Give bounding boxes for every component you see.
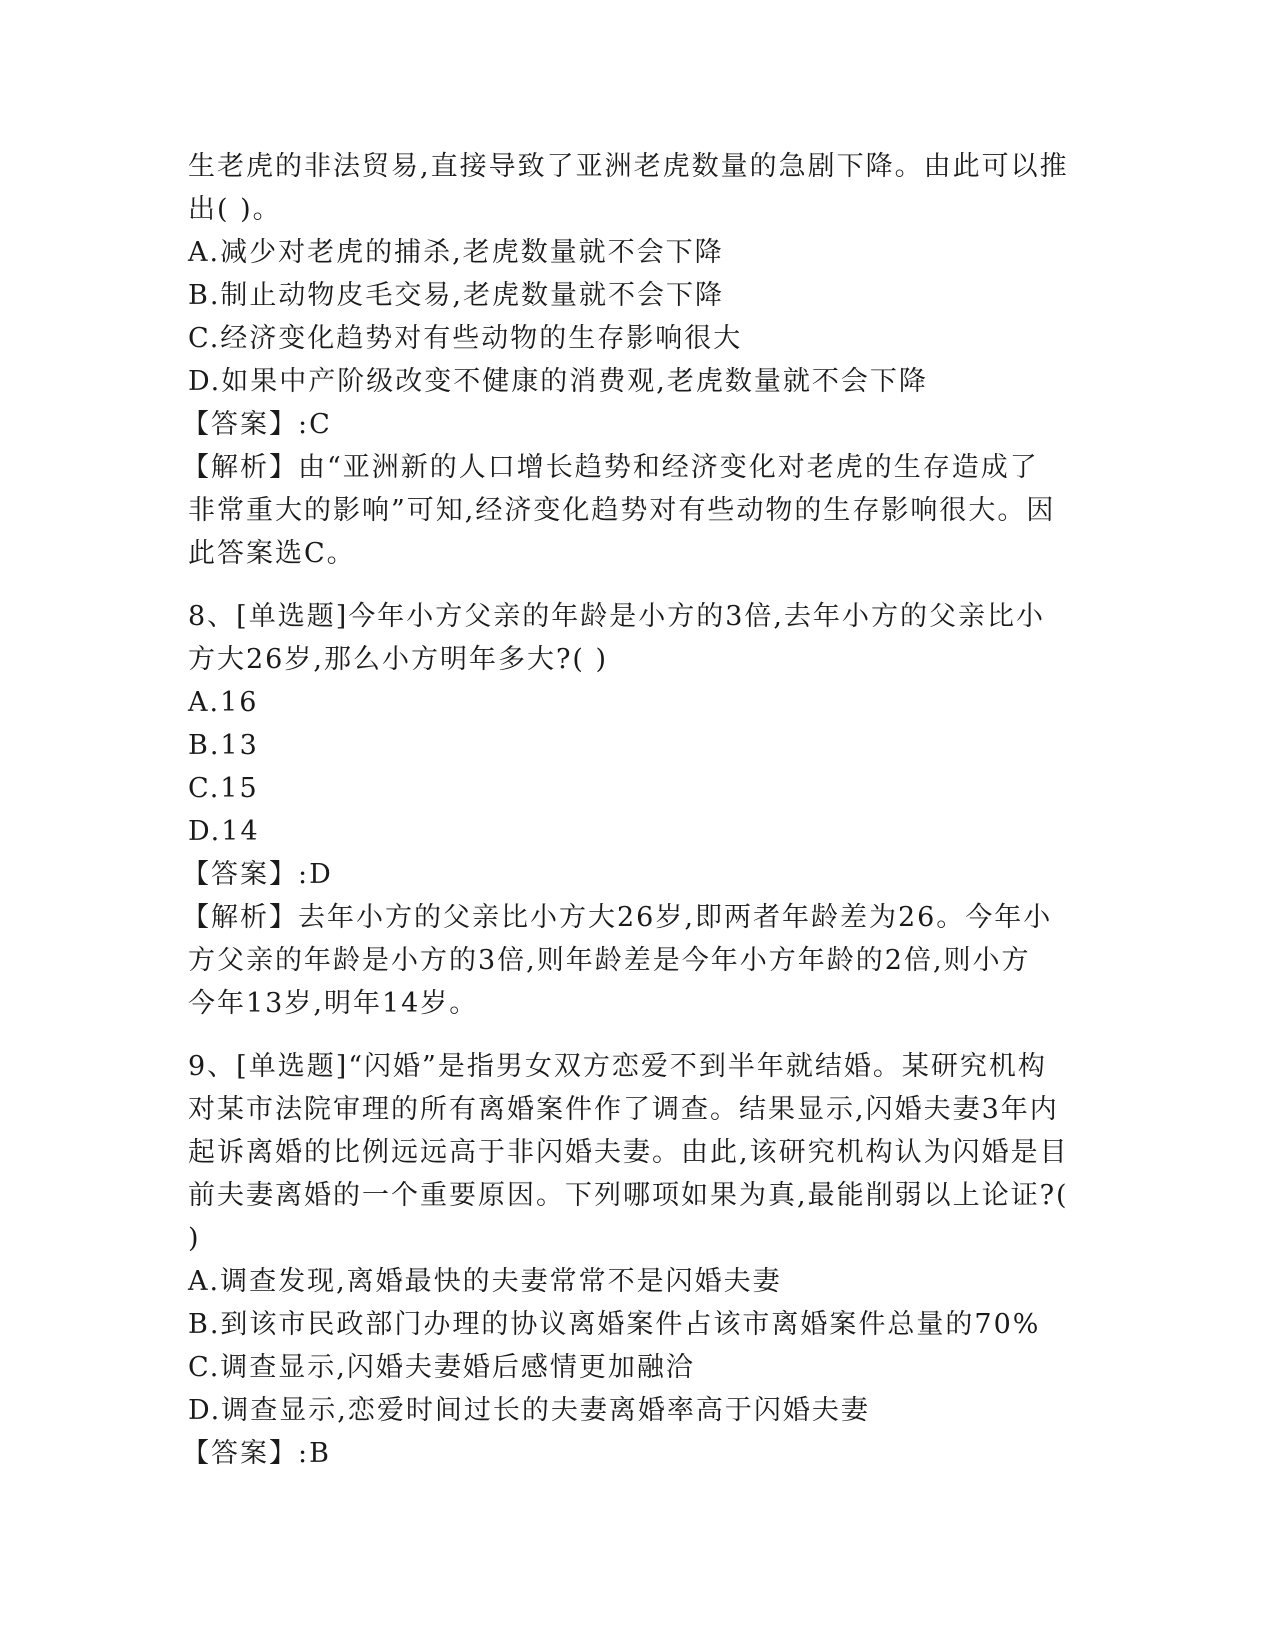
question-spacer (188, 575, 1088, 595)
option-a: A.16 (188, 687, 259, 718)
page-content (182, 145, 1088, 1475)
analysis-line: 【解析】去年小方的父亲比小方大26岁,即两者年龄差为26。今年小 (182, 902, 1053, 933)
question-9 (182, 1045, 1088, 1475)
option-c: C.调查显示,闪婚夫妻婚后感情更加融洽 (188, 1352, 695, 1383)
option-b: B.到该市民政部门办理的协议离婚案件占该市离婚案件总量的70% (188, 1309, 1041, 1340)
analysis-line: 此答案选C。 (188, 538, 356, 569)
question-stem-line: 出( )。 (188, 194, 282, 225)
question-stem-line: 8、[单选题]今年小方父亲的年龄是小方的3倍,去年小方的父亲比小 (188, 601, 1046, 632)
question-stem-line: 对某市法院审理的所有离婚案件作了调查。结果显示,闪婚夫妻3年内 (188, 1094, 1059, 1125)
option-b: B.制止动物皮毛交易,老虎数量就不会下降 (188, 280, 725, 311)
question-stem-line: 前夫妻离婚的一个重要原因。下列哪项如果为真,最能削弱以上论证?( (188, 1180, 1069, 1211)
answer-line: 【答案】:B (182, 1438, 331, 1469)
option-a: A.调查发现,离婚最快的夫妻常常不是闪婚夫妻 (188, 1266, 782, 1297)
question-stem-line: ) (188, 1223, 201, 1254)
option-c: C.经济变化趋势对有些动物的生存影响很大 (188, 323, 743, 354)
analysis-line: 今年13岁,明年14岁。 (188, 988, 479, 1019)
question-stem-line: 生老虎的非法贸易,直接导致了亚洲老虎数量的急剧下降。由此可以推 (188, 151, 1069, 182)
question-spacer (188, 1025, 1088, 1045)
option-b: B.13 (188, 730, 259, 761)
question-stem-line: 9、[单选题]“闪婚”是指男女双方恋爱不到半年就结婚。某研究机构 (188, 1051, 1047, 1082)
option-d: D.调查显示,恋爱时间过长的夫妻离婚率高于闪婚夫妻 (188, 1395, 870, 1426)
option-d: D.如果中产阶级改变不健康的消费观,老虎数量就不会下降 (188, 366, 928, 397)
option-d: D.14 (188, 816, 260, 847)
option-c: C.15 (188, 773, 259, 804)
analysis-line: 【解析】由“亚洲新的人口增长趋势和经济变化对老虎的生存造成了 (182, 452, 1039, 483)
question-8 (182, 595, 1088, 1025)
question-stem-line: 起诉离婚的比例远远高于非闪婚夫妻。由此,该研究机构认为闪婚是目 (188, 1137, 1069, 1168)
question-7 (182, 145, 1088, 575)
answer-line: 【答案】:C (182, 409, 332, 440)
analysis-line: 非常重大的影响”可知,经济变化趋势对有些动物的生存影响很大。因 (188, 495, 1056, 526)
analysis-line: 方父亲的年龄是小方的3倍,则年龄差是今年小方年龄的2倍,则小方 (188, 945, 1031, 976)
option-a: A.减少对老虎的捕杀,老虎数量就不会下降 (188, 237, 724, 268)
question-stem-line: 方大26岁,那么小方明年多大?( ) (188, 644, 609, 675)
answer-line: 【答案】:D (182, 859, 333, 890)
